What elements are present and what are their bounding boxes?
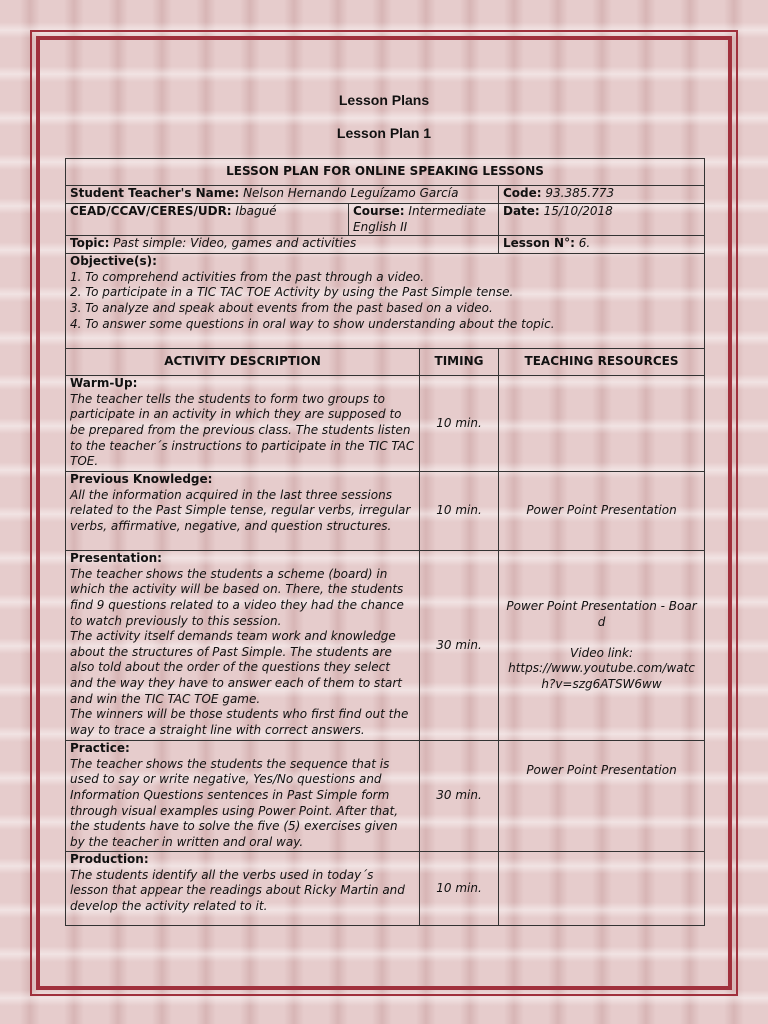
column-header-resources: TEACHING RESOURCES — [499, 349, 705, 376]
date-value: 15/10/2018 — [543, 204, 613, 218]
activity-description-cell — [66, 472, 420, 551]
activity-name: Presentation: — [70, 551, 162, 566]
code-value: 93.385.773 — [545, 186, 615, 200]
activity-resources: Power Point Presentation — [499, 741, 705, 852]
page-subheading: Lesson Plan 1 — [336, 125, 432, 141]
activity-row — [66, 551, 705, 741]
column-header-timing: TIMING — [420, 349, 499, 376]
objective-item: 3. To analyze and speak about events from the past based on a video. — [70, 300, 493, 315]
activity-resources: Power Point Presentation - Board Video link: https://www.youtube.com/watch?v=szg6ATSW6ww — [499, 551, 705, 741]
cead-cell — [66, 204, 349, 236]
activity-row — [66, 852, 705, 926]
date-cell — [499, 204, 705, 236]
page-heading: Lesson Plans — [338, 92, 430, 108]
activity-description-cell — [66, 741, 420, 852]
lesson-plan-table — [65, 158, 705, 926]
code-cell — [499, 186, 705, 204]
teacher-name-cell — [66, 186, 499, 204]
cead-value: Ibagué — [235, 204, 277, 218]
table-title: LESSON PLAN FOR ONLINE SPEAKING LESSONS — [66, 159, 705, 186]
course-cell — [349, 204, 499, 236]
cead-label: CEAD/CCAV/CERES/UDR: — [70, 204, 232, 218]
activity-timing: 30 min. — [420, 551, 499, 741]
activity-resources — [499, 376, 705, 472]
objectives-cell — [66, 254, 705, 349]
course-label: Course: — [353, 204, 405, 218]
code-label: Code: — [503, 186, 542, 200]
activity-resources: Power Point Presentation — [499, 472, 705, 551]
activity-description: The teacher shows the students a scheme (board) in which the activity will be based on. There, the students find 9 questions related to a video they had the chance to watch previously to this session. The activity itself demands team work and knowledge about the structures of Past Simple. The students are also told about the order of the questions they select and the way they have to answer each of them to start and win the TIC TAC TOE game. The winners will be those students who first find out the way to trace a straight line with correct answers. — [70, 566, 409, 737]
activity-name: Practice: — [70, 741, 130, 756]
activity-timing: 10 min. — [420, 376, 499, 472]
topic-value: Past simple: Video, games and activities — [113, 236, 357, 251]
objective-item: 1. To comprehend activities from the past through a video. — [70, 269, 425, 284]
lesson-number-value: 6. — [578, 236, 591, 251]
teacher-name-label: Student Teacher's Name: — [70, 186, 240, 200]
topic-cell — [66, 236, 499, 254]
teacher-name-value: Nelson Hernando Leguízamo García — [243, 186, 459, 200]
activity-description-cell — [66, 376, 420, 472]
activity-description-cell — [66, 852, 420, 926]
activity-timing: 10 min. — [420, 852, 499, 926]
topic-label: Topic: — [70, 236, 110, 251]
activity-resources — [499, 852, 705, 926]
activity-timing: 30 min. — [420, 741, 499, 852]
activity-name: Previous Knowledge: — [70, 472, 213, 487]
lesson-number-cell — [499, 236, 705, 254]
activity-row — [66, 741, 705, 852]
objective-item: 4. To answer some questions in oral way to show understanding about the topic. — [70, 316, 555, 331]
activity-description: The students identify all the verbs used in today´s lesson that appear the readings about Ricky Martin and develop the activity related to it. — [70, 867, 405, 913]
activity-description: The teacher tells the students to form two groups to participate in an activity in which they are supposed to be prepared from the previous class. The students listen to the teacher´s instructions to participate in the TIC TAC TOE. — [70, 391, 415, 469]
activity-name: Warm-Up: — [70, 376, 138, 391]
date-label: Date: — [503, 204, 540, 218]
course-value: Intermediate English II — [353, 204, 487, 234]
objectives-label: Objective(s): — [70, 254, 157, 269]
activity-description: All the information acquired in the last three sessions related to the Past Simple tense, regular verbs, irregular verbs, affirmative, negative, and question structures. — [70, 487, 411, 533]
activity-timing: 10 min. — [420, 472, 499, 551]
activity-row — [66, 472, 705, 551]
activity-name: Production: — [70, 852, 149, 867]
activity-row — [66, 376, 705, 472]
objective-item: 2. To participate in a TIC TAC TOE Activity by using the Past Simple tense. — [70, 285, 514, 300]
activity-description: The teacher shows the students the sequence that is used to say or write negative, Yes/No questions and Information Questions sentences in Past Simple form through visual examples using Power Point. After that, the students have to solve the five (5) exercises given by the teacher in written and oral way. — [70, 756, 399, 849]
column-header-activity: ACTIVITY DESCRIPTION — [66, 349, 420, 376]
lesson-number-label: Lesson N°: — [503, 236, 575, 251]
activity-description-cell — [66, 551, 420, 741]
